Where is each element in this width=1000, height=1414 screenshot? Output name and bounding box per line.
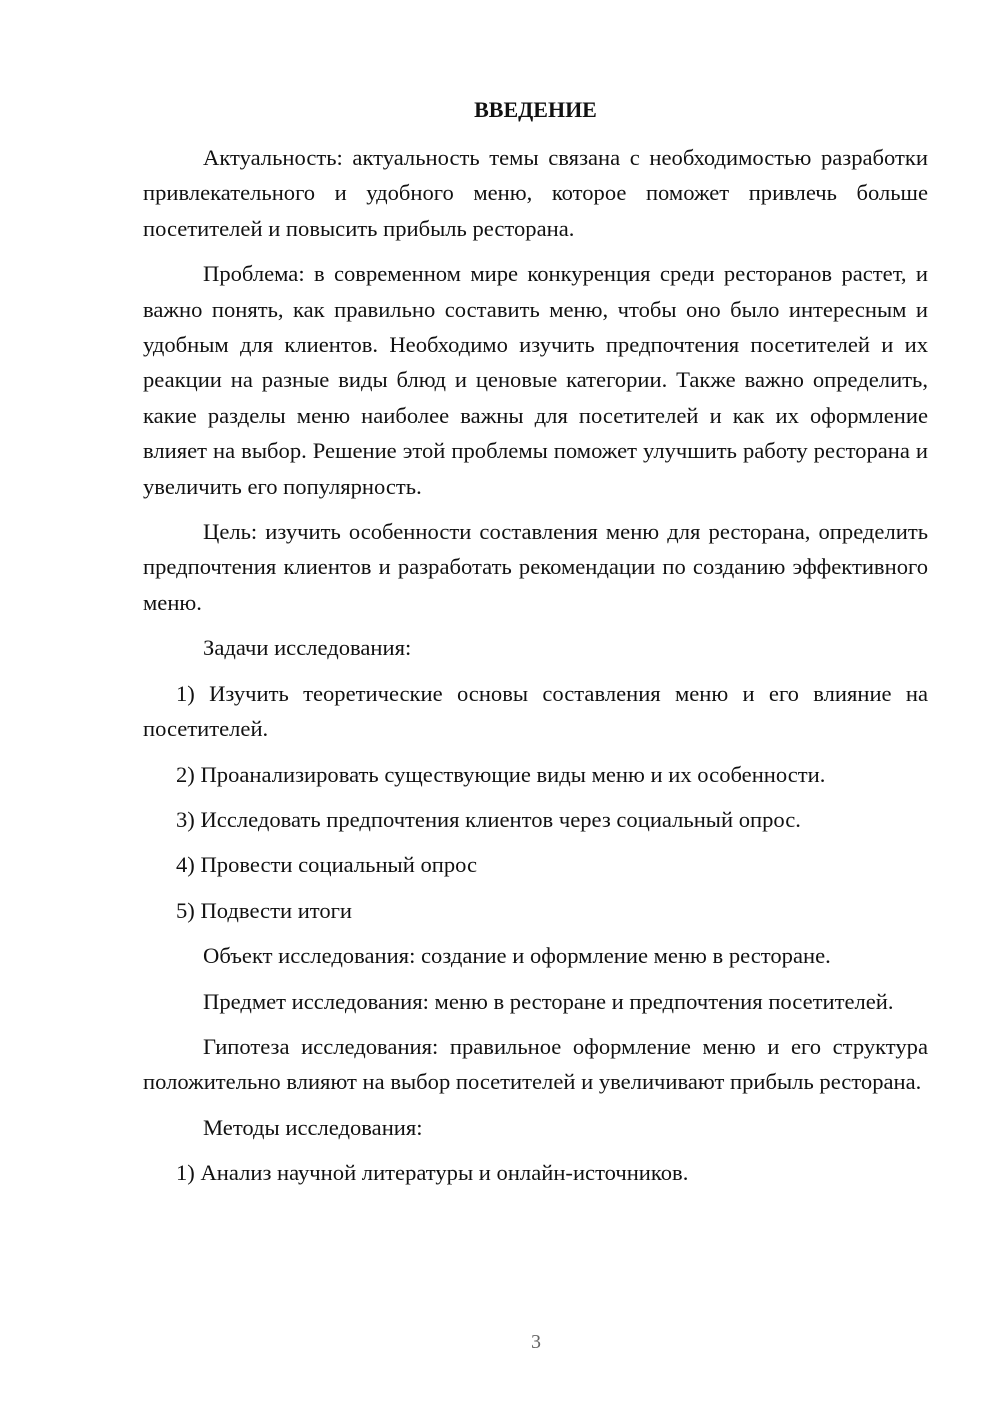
task-item-3: 3) Исследовать предпочтения клиентов через социальный опрос. bbox=[176, 806, 801, 832]
tasks-title: Задачи исследования: bbox=[203, 635, 412, 661]
task-item-5: 5) Подвести итоги bbox=[176, 897, 353, 923]
methods-title: Методы исследования: bbox=[203, 1114, 423, 1140]
task-item-2: 2) Проанализировать существующие виды меню и их особенности. bbox=[176, 761, 826, 787]
object-paragraph: Объект исследования: создание и оформление меню в ресторане. bbox=[203, 943, 831, 969]
section-heading: ВВЕДЕНИЕ bbox=[474, 97, 597, 122]
page-content bbox=[143, 92, 928, 1201]
task-item-1: 1) Изучить теоретические основы составления меню и его влияние на посетителей. bbox=[143, 680, 928, 742]
hypothesis-paragraph: Гипотеза исследования: правильное оформление меню и его структура положительно влияют на выбор посетителей и увеличивают прибыль ресторана. bbox=[143, 1033, 928, 1095]
page-number: 3 bbox=[531, 1331, 541, 1353]
subject-paragraph: Предмет исследования: меню в ресторане и предпочтения посетителей. bbox=[203, 988, 894, 1014]
task-item-4: 4) Провести социальный опрос bbox=[176, 852, 478, 878]
problem-paragraph: Проблема: в современном мире конкуренция среди ресторанов растет, и важно понять, как правильно составить меню, чтобы оно было интересным и удобным для клиентов. Необходимо изучить предпочтения посетителей и их реакции на разные виды блюд и ценовые категории. Также важно определить, какие разделы меню наиболее важны для посетителей и как их оформление влияет на выбор. Решение этой проблемы поможет улучшить работу ресторана и увеличить его популярность. bbox=[143, 261, 928, 499]
method-item-1: 1) Анализ научной литературы и онлайн-источников. bbox=[176, 1160, 689, 1186]
relevance-paragraph: Актуальность: актуальность темы связана с необходимостью разработки привлекательного и удобного меню, которое поможет привлечь больше посетителей и повысить прибыль ресторана. bbox=[143, 145, 928, 241]
goal-paragraph: Цель: изучить особенности составления меню для ресторана, определить предпочтения клиентов и разработать рекомендации по созданию эффективного меню. bbox=[143, 519, 928, 615]
